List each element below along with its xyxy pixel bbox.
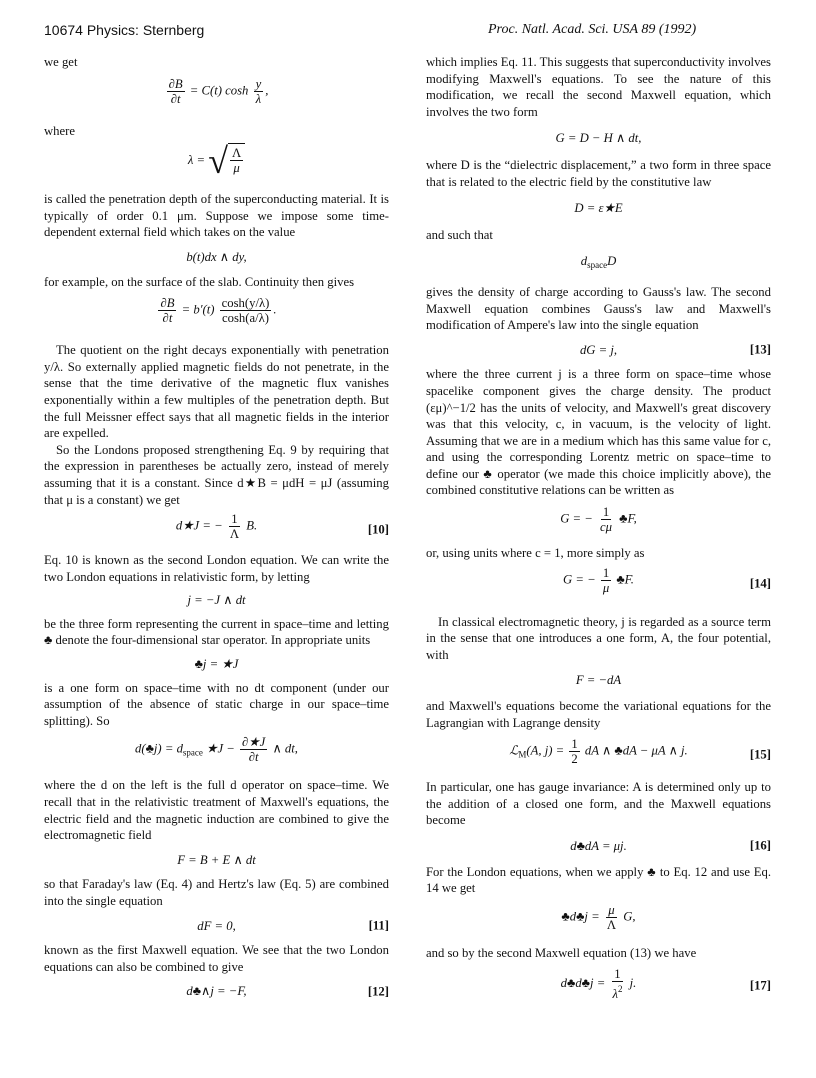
equation-number: [15] [749,747,771,762]
equation-number: [10] [367,522,389,537]
paragraph: for example, on the surface of the slab. Continuity then gives [44,274,355,289]
equation-dBdt: $\frac{\partial B}{\partial t}$ = C(t) cosh $\frac{y}{\lambda}$ , [168,76,269,106]
paragraph: be the three form representing the current in space–time and letting ♣ denote the four-dimensional star operator. In appropriate units [44,616,389,648]
equation-club-d-club-j: ♣d♣j = $\frac{\mu}{\Lambda}$ G, [561,902,636,932]
equation-F: F = B + E ∧ dt [177,852,256,867]
equation-G: G = D − H ∧ dt, [555,131,642,146]
right-column [426,54,771,1005]
equation-bt: b(t)dx ∧ dy, [186,249,247,264]
equation-club-j: ♣j = ★J [194,657,239,672]
paragraph: and Maxwell's equations become the variational equations for the Lagrangian with Lagrange density [426,699,771,730]
equation-F-dA: F = −dA [575,673,622,688]
paragraph: So the Londons proposed strengthening Eq. 9 by requiring that the expression in parentheses be actually zero, instead of merely assuming that it is a constant. Since d★B = μdH = μJ (assuming that μ is a constant) we get [44,442,389,507]
paragraph: Eq. 10 is known as the second London equation. We can write the two London equations in relativistic form, by letting [44,553,389,584]
paragraph: is called the penetration depth of the superconducting material. It is typically of order 0.1 μm. Suppose we impose some time-dependent external field which takes on the value [44,192,389,240]
equation-17: d♣d♣j = $\frac{1}{\lambda^2}$ j. [17] [560,967,771,1002]
equation-lambda: λ = √ $\frac{\Lambda}{\mu}$ [44,143,389,187]
equation-dspace-D: $d_{space}D$ [580,254,617,271]
equation-number: [13] [749,342,771,357]
paragraph: For the London equations, when we apply ♣ to Eq. 12 and use Eq. 14 we get [426,864,771,896]
equation-11: dF = 0, [11] [197,918,389,933]
paragraph: which implies Eq. 11. This suggests that superconductivity involves modifying Maxwell's equations. To see the nature of this modification, we recall the second Maxwell equation, which involves the two form [426,55,771,119]
equation-D: D = ε★E [574,201,623,216]
equation-number: [12] [367,984,389,999]
paragraph: In particular, one has gauge invariance: A is determined only up to the addition of a closed one form, and the Maxwell equations become [426,780,771,828]
equation-12: d♣∧j = −F, [12] [186,984,389,999]
paragraph: where the d on the left is the full d operator on space–time. We recall that in the relativistic treatment of Maxwell's equations, the electric field and the magnetic induction are combined to give the electromagnetic field [44,778,389,843]
equation-13: dG = j, [13] [579,342,771,357]
paragraph: is a one form on space–time with no dt component (under our assumption of the absence of static charge in our space–time splitting). So [44,680,389,728]
paragraph: so that Faraday's law (Eq. 4) and Hertz's law (Eq. 5) are combined into the single equation [44,877,389,908]
paragraph: known as the first Maxwell equation. We see that the two London equations can also be combined to give [44,943,389,974]
paragraph: gives the density of charge according to Gauss's law. The second Maxwell equation combines Gauss's law and Maxwell's modification of Ampere's law into the single equation [426,284,771,333]
paragraph: and so by the second Maxwell equation (13) we have [426,945,697,960]
equation-16: d♣dA = μj. [16] [570,839,771,853]
paragraph: In classical electromagnetic theory, j is regarded as a source term in the sense that one introduces a one form, A, the four potential, with [426,614,771,662]
equation-d-club-j: d(♣j) = $d_{space}$ ★J − $\frac{\partial★J}{\partial t}$ ∧ dt, [135,735,298,765]
equation-10: d★J = − $\frac{1}{\Lambda}$ B. [10] [175,512,389,542]
equation-15: ℒ$_M$(A, j) = $\frac{1}{2}$ dA ∧ ♣dA − μA ∧ j. [15] [509,737,771,767]
paragraph: where D is the “dielectric displacement,” a two form in three space that is related to the electric field by the constitutive law [426,157,771,189]
left-column [44,54,389,1008]
paragraph: where [44,123,75,138]
paragraph: we get [44,55,78,69]
paragraph: and such that [426,227,493,242]
running-head-right: Proc. Natl. Acad. Sci. USA 89 (1992) [488,22,697,37]
equation-G-c: G = − $\frac{1}{c\mu}$ ♣F, [560,505,637,535]
equation-number: [17] [749,979,771,994]
equation-number: [11] [368,918,389,933]
equation-number: [16] [749,839,771,853]
paragraph: The quotient on the right decays exponentially with penetration y/λ. So externally applied magnetic fields do not penetrate, in the sense that the time derivative of the magnetic flux vanishes exponentially within a few multiples of the penetration depth. But the full Meissner effect says that all magnetic fields in the interior are expelled. [44,343,389,441]
equation-continuity: $\frac{\partial B}{\partial t}$ = b′(t) $\frac{\cosh(y/\lambda)}{\cosh(a/\lambda)}$ . [160,296,277,326]
equation-number: [14] [749,576,771,591]
equation-14: G = − $\frac{1}{\mu}$ ♣F. [14] [563,565,771,595]
equation-j: j = −J ∧ dt [187,593,246,608]
paragraph: where the three current j is a three form on space–time whose spacelike component gives the charge density. The product (εμ)^−1/2 has the units of velocity, and Maxwell's great discovery was that this velocity, c, in vacuum, is the velocity of light. Assuming that we are in a medium which has this same value for c, and using the corresponding Lorentz metric on space–time to define our ♣ operator (we made this choice implicitly above), the combined constitutive relations can be written as [426,367,771,498]
paragraph: or, using units where c = 1, more simply as [426,546,645,561]
running-head-left: 10674 Physics: Sternberg [44,22,205,38]
